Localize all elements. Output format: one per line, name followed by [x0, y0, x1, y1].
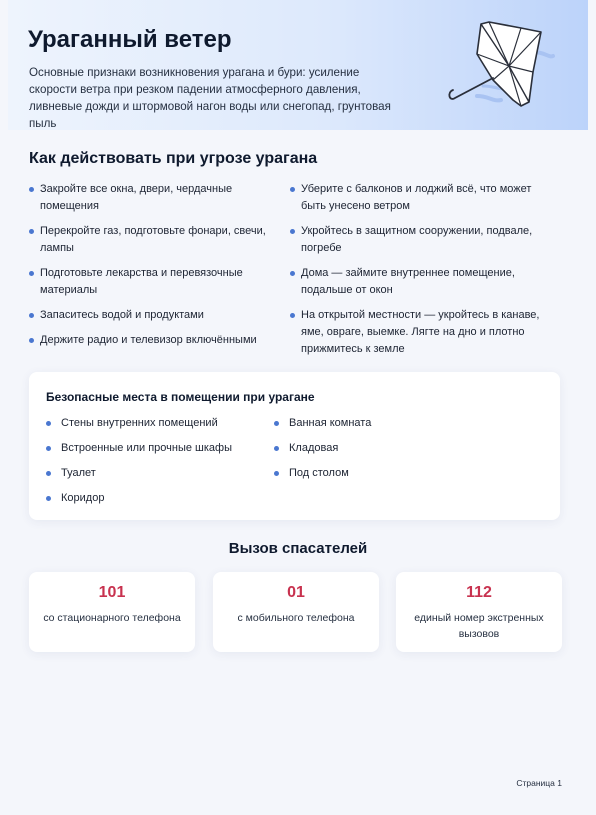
list-item: Стены внутренних помещений	[46, 415, 266, 432]
emergency-number-card	[213, 572, 379, 652]
page-number: Страница 1	[516, 778, 562, 788]
emergency-number: 112	[466, 584, 492, 601]
safe-places-title: Безопасные места в помещении при урагане	[46, 390, 315, 404]
list-item: Подготовьте лекарства и перевязочные материалы	[29, 265, 269, 299]
emergency-number-card	[396, 572, 562, 652]
list-item: Запаситесь водой и продуктами	[29, 307, 269, 324]
bullet-icon	[29, 338, 34, 343]
emergency-number-label: единый номер экстренных вызовов	[414, 612, 544, 640]
emergency-number-label: со стационарного телефона	[43, 612, 181, 624]
emergency-number: 01	[287, 584, 305, 601]
list-item: Укройтесь в защитном сооружении, подвале, погребе	[290, 223, 552, 257]
actions-title: Как действовать при угрозе урагана	[29, 150, 318, 167]
list-item: Дома — займите внутреннее помещение, подальше от окон	[290, 265, 552, 299]
emergency-number: 101	[98, 584, 126, 601]
list-item: На открытой местности — укройтесь в канаве, яме, овраге, выемке. Лягте на дно и плотно прижмитесь к земле	[290, 307, 552, 358]
list-item: Туалет	[46, 465, 266, 482]
bullet-icon	[46, 446, 51, 451]
bullet-icon	[290, 313, 295, 318]
umbrella-icon	[437, 10, 557, 120]
bullet-icon	[29, 271, 34, 276]
safe-places-card	[29, 372, 560, 520]
bullet-icon	[274, 421, 279, 426]
emergency-number-card	[29, 572, 195, 652]
list-item: Коридор	[46, 490, 266, 507]
safe-places-list-left	[46, 415, 266, 515]
bullet-icon	[29, 187, 34, 192]
intro-text: Основные признаки возникновения урагана и бури: усиление скорости ветра при резком падении атмосферного давления, ливневые дожди и штормовой нагон воды или снегопад, грунтовая пыль	[29, 66, 391, 130]
bullet-icon	[290, 271, 295, 276]
page-title: Ураганный ветер	[28, 26, 232, 53]
bullet-icon	[290, 229, 295, 234]
rescue-title: Вызов спасателей	[228, 540, 368, 557]
actions-list-left	[29, 181, 269, 357]
bullet-icon	[274, 471, 279, 476]
bullet-icon	[290, 187, 295, 192]
bullet-icon	[29, 229, 34, 234]
list-item: Уберите с балконов и лоджий всё, что может быть унесено ветром	[290, 181, 552, 215]
bullet-icon	[46, 471, 51, 476]
list-item: Ванная комната	[274, 415, 494, 432]
list-item: Держите радио и телевизор включёнными	[29, 332, 269, 349]
bullet-icon	[29, 313, 34, 318]
bullet-icon	[274, 446, 279, 451]
list-item: Закройте все окна, двери, чердачные помещения	[29, 181, 269, 215]
list-item: Перекройте газ, подготовьте фонари, свечи, лампы	[29, 223, 269, 257]
bullet-icon	[46, 496, 51, 501]
actions-list-right	[290, 181, 552, 366]
list-item: Встроенные или прочные шкафы	[46, 440, 266, 457]
list-item: Кладовая	[274, 440, 494, 457]
emergency-number-label: с мобильного телефона	[237, 612, 355, 624]
safe-places-list-right	[274, 415, 494, 490]
list-item: Под столом	[274, 465, 494, 482]
bullet-icon	[46, 421, 51, 426]
